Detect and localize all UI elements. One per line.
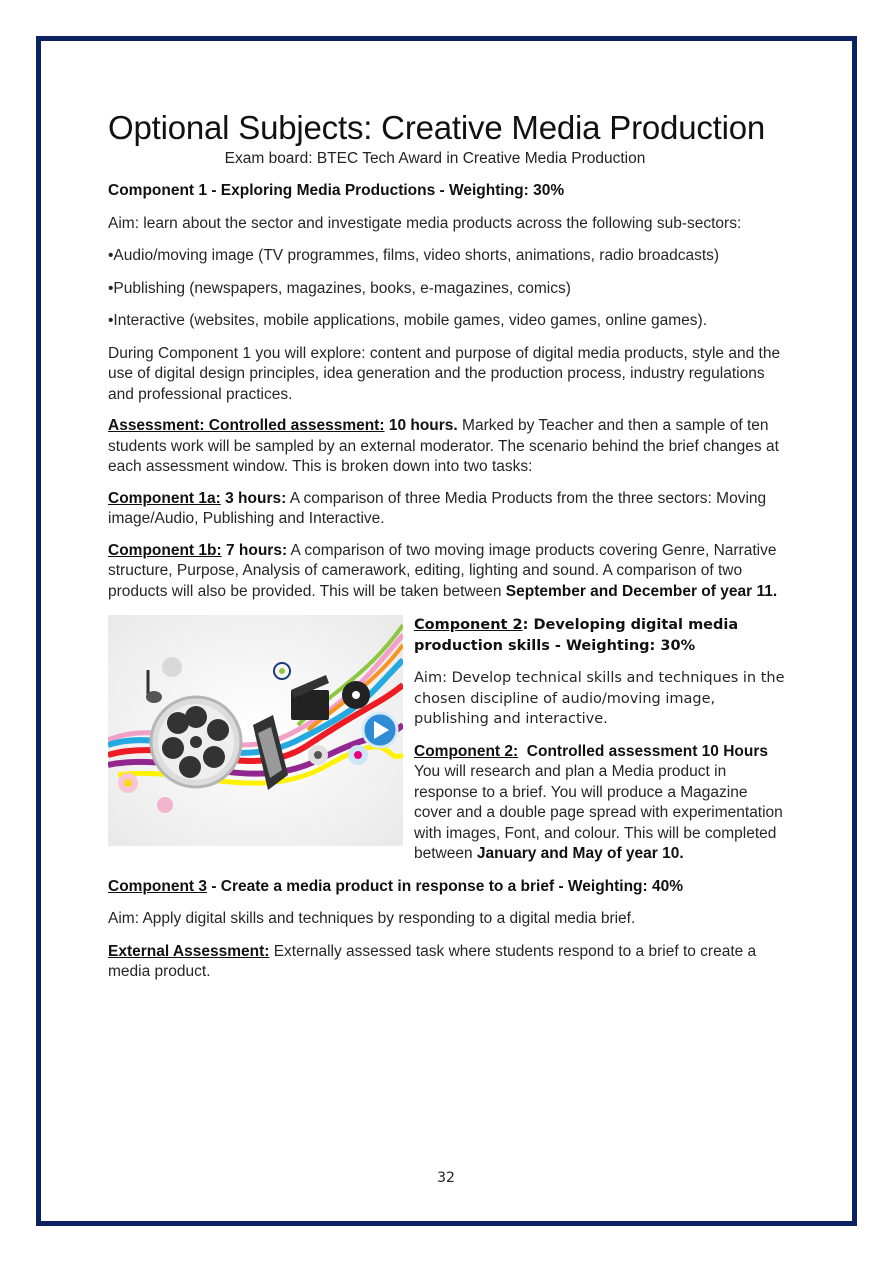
component1-assessment <box>108 416 788 478</box>
assessment-label: Assessment: Controlled assessment: <box>108 417 385 434</box>
bullet-interactive: •Interactive (websites, mobile applications, mobile games, video games, online games). <box>108 312 708 329</box>
component1-heading: Component 1 - Exploring Media Productions - Weighting: 30% <box>108 182 565 199</box>
component1a-text: A comparison of three Media Products from the three sectors: Moving image/Audio, Publishing and Interactive. <box>108 489 767 527</box>
component2-aim: Aim: Develop technical skills and techniques in the chosen discipline of audio/moving image, publishing and interactive. <box>414 670 785 727</box>
external-assessment-text: Externally assessed task where students respond to a brief to create a media product. <box>108 942 757 980</box>
component1b-label: Component 1b: <box>108 541 222 559</box>
page-title: Optional Subjects: Creative Media Production <box>108 109 766 146</box>
external-assessment-label: External Assessment: <box>108 942 270 960</box>
component3-heading <box>108 877 788 898</box>
component3-heading-label: Component 3 <box>108 877 208 895</box>
media-collage-image <box>108 615 403 846</box>
component1a-label: Component 1a: <box>108 489 221 507</box>
component1-explore: During Component 1 you will explore: content and purpose of digital media products, style and the use of digital design principles, idea generation and the production process, industry regulations and professional practices. <box>108 344 781 403</box>
bullet-audio: •Audio/moving image (TV programmes, films, video shorts, animations, radio broadcasts) <box>108 247 720 264</box>
component1b-when: September and December of year 11. <box>505 582 778 600</box>
media-collage-icon <box>108 615 403 846</box>
page-content <box>108 108 788 983</box>
component1b-text: A comparison of two moving image products covering Genre, Narrative structure, Purpose, Analysis of camerawork, editing, lighting and sound. A comparison of two products will also be provided. This will be taken between <box>108 541 777 600</box>
assessment-text: Marked by Teacher and then a sample of ten students work will be sampled by an external moderator. The scenario behind the brief changes at each assessment window. This is broken down into two tasks: <box>108 417 779 475</box>
component2-assessment-label: Component 2: <box>414 742 519 760</box>
component2-heading-text: : Developing digital media production skills - Weighting: 30% <box>414 617 739 654</box>
component1b-hours: 7 hours: <box>221 541 288 559</box>
component2-assessment-text: You will research and plan a Media product in response to a brief. You will produce a Magazine cover and a double page spread with experimentation with images, Font, and colour. This will be completed between <box>414 763 783 862</box>
component2-heading-label: Component 2 <box>414 617 523 633</box>
component3-external <box>108 942 788 983</box>
component3-aim: Aim: Apply digital skills and techniques by responding to a digital media brief. <box>108 910 636 927</box>
component2-assessment-title: Controlled assessment 10 Hours <box>518 742 768 760</box>
component1b <box>108 541 788 603</box>
component1a <box>108 489 788 530</box>
component1a-hours: 3 hours: <box>220 489 287 507</box>
component1-aim: Aim: learn about the sector and investigate media products across the following sub-sectors: <box>108 214 742 232</box>
component3-heading-text: - Create a media product in response to a brief - Weighting: 40% <box>207 877 684 895</box>
page-number: 32 <box>437 1170 455 1186</box>
component2-assessment-when: January and May of year 10. <box>476 845 684 862</box>
exam-board-subtitle: Exam board: BTEC Tech Award in Creative Media Production <box>224 150 646 167</box>
assessment-hours: 10 hours. <box>384 417 458 434</box>
component2-section <box>108 615 788 865</box>
bullet-publishing: •Publishing (newspapers, magazines, books, e-magazines, comics) <box>108 279 571 297</box>
